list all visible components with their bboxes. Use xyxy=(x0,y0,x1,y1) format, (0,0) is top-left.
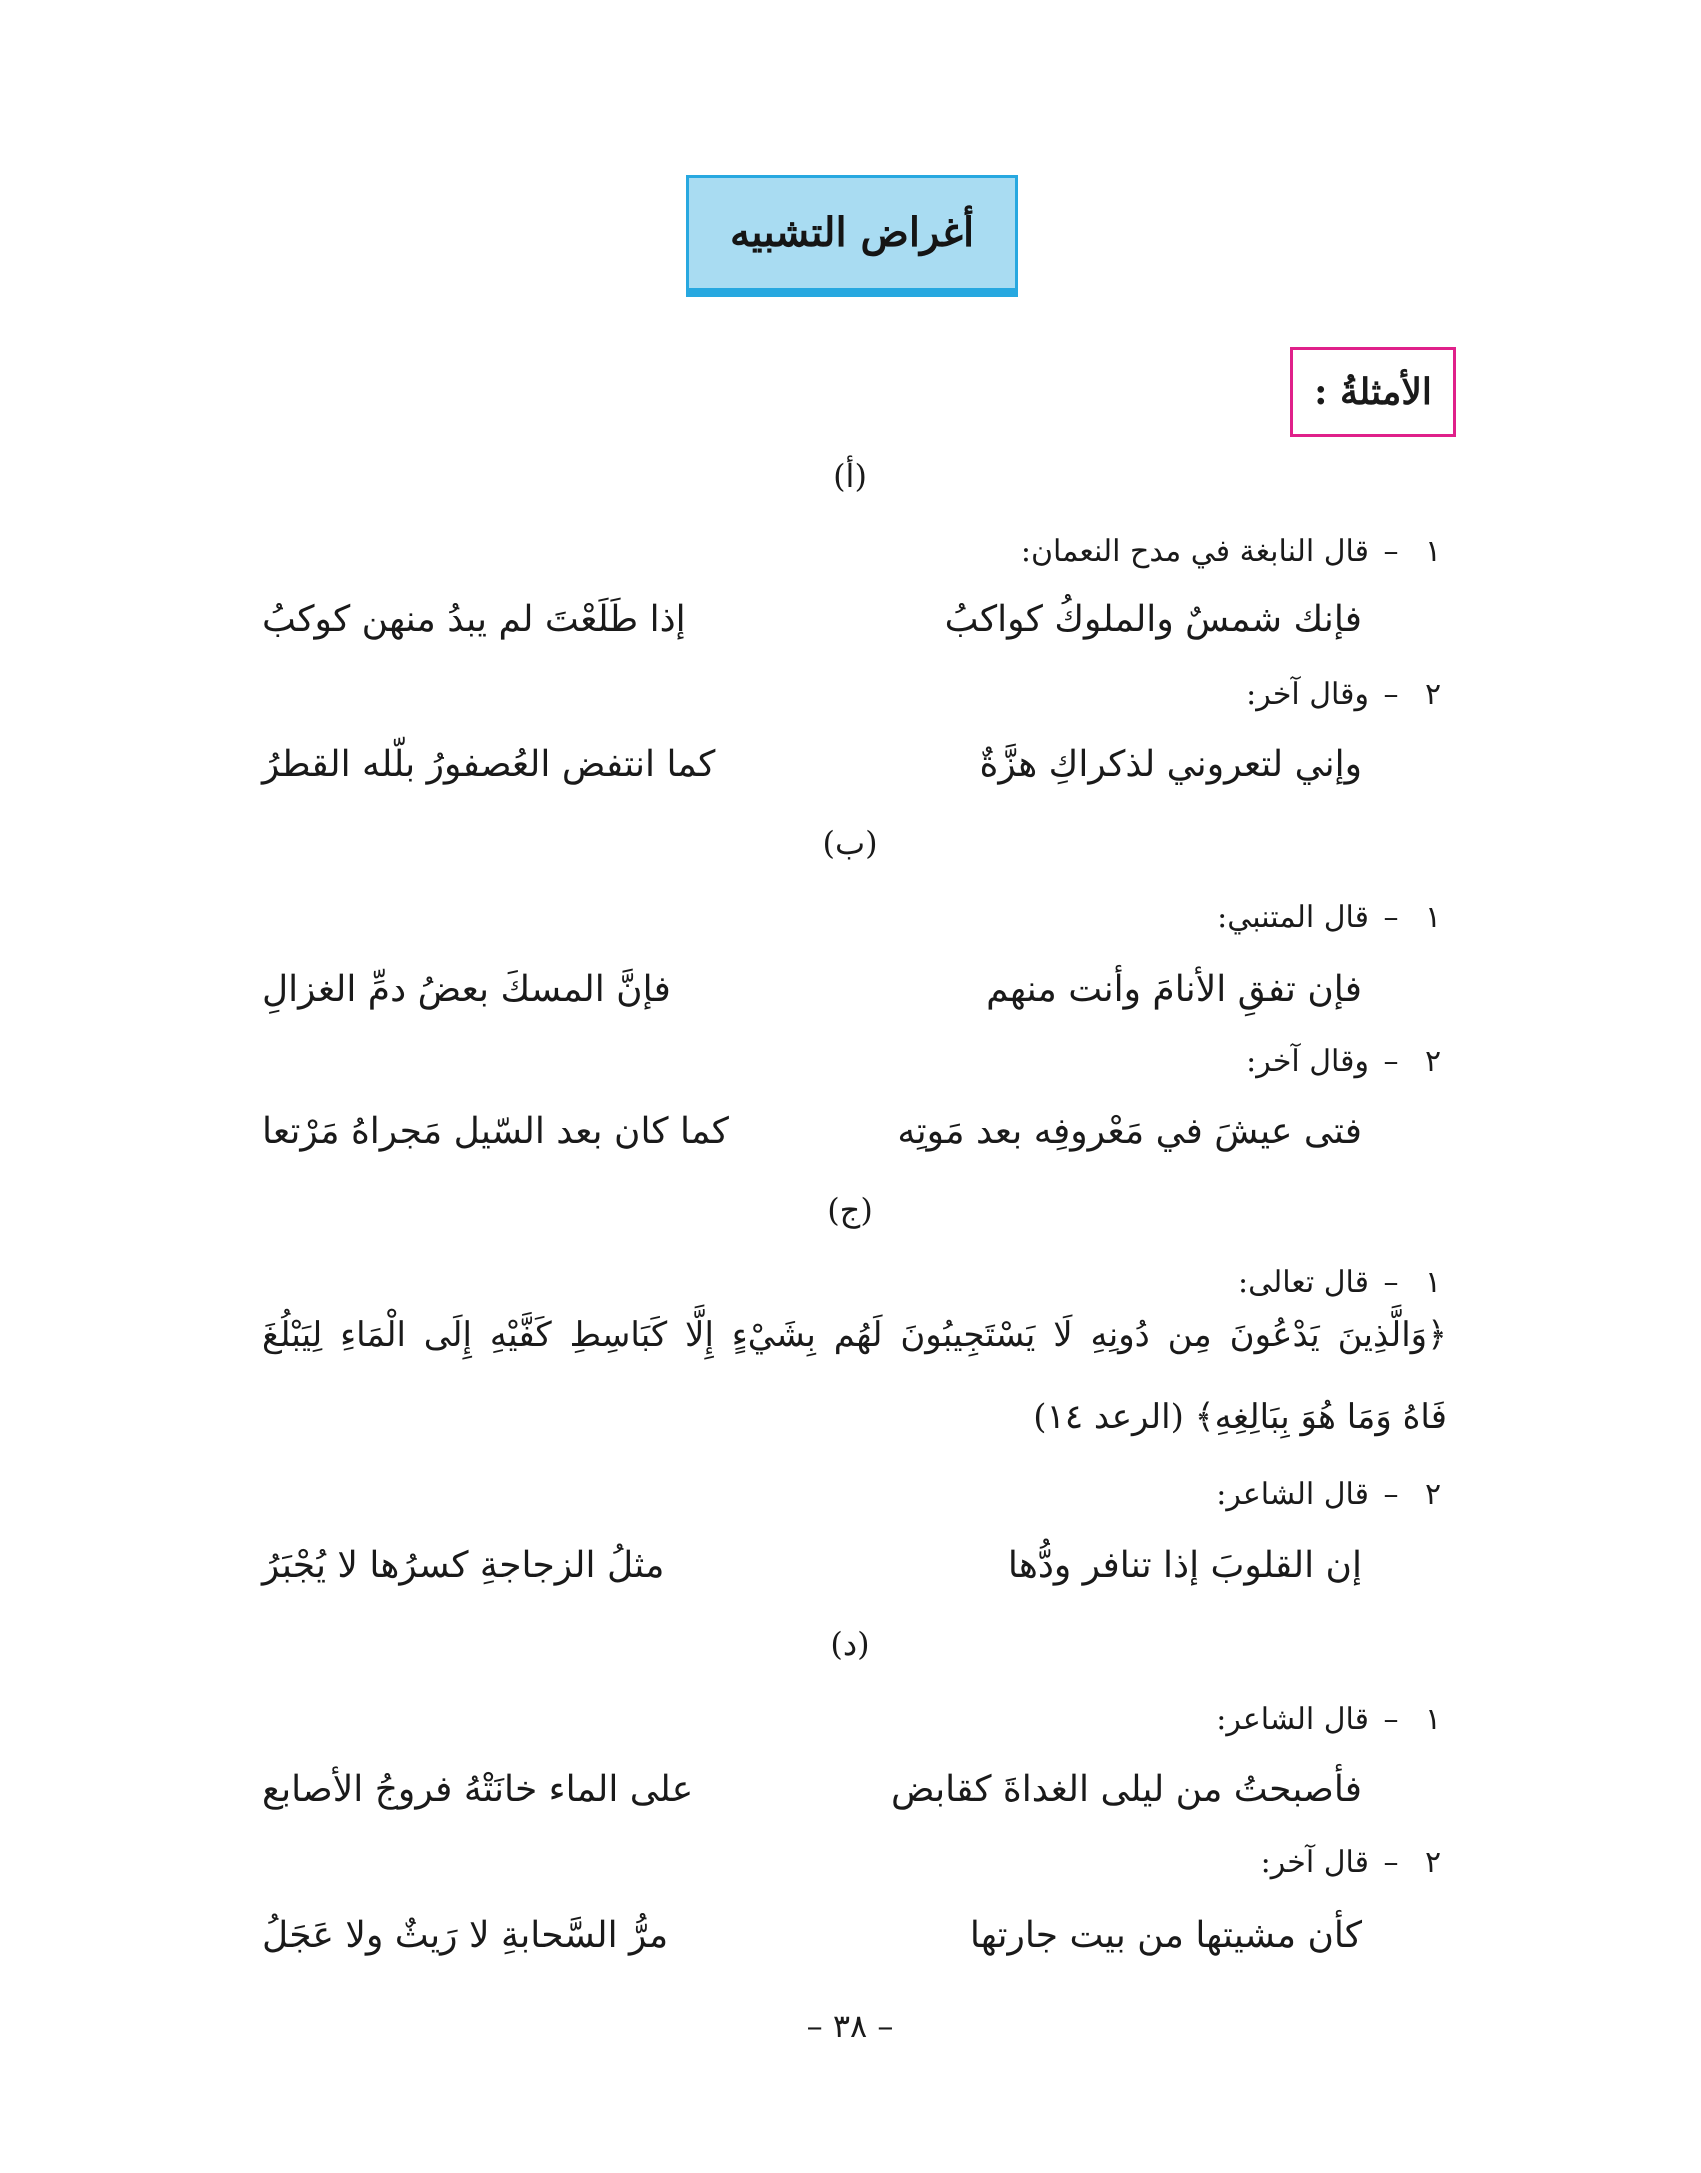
group-label-c: (ج) xyxy=(827,1191,873,1229)
example-dash: – xyxy=(1383,1845,1399,1880)
example-dash: – xyxy=(1383,1477,1399,1512)
example-intro xyxy=(1237,1265,1453,1300)
example-number: ١ xyxy=(1424,534,1442,569)
group-label-a: (أ) xyxy=(833,457,867,495)
example-number: ٢ xyxy=(1424,1845,1442,1880)
example-intro xyxy=(1246,677,1453,712)
verse-second-hemistich: مرُّ السَّحابةِ لا رَيثٌ ولا عَجَلُ xyxy=(262,1915,669,1956)
example-number: ٢ xyxy=(1424,1477,1442,1512)
verse-first-hemistich: فأصبحتُ من ليلى الغداةَ كقابض xyxy=(891,1769,1362,1810)
section-heading: الأمثلةُ : xyxy=(1314,371,1432,413)
verse-second-hemistich: مثلُ الزجاجةِ كسرُها لا يُجْبَرُ xyxy=(262,1545,665,1586)
example-number: ٢ xyxy=(1424,1044,1442,1079)
example-intro xyxy=(1216,1477,1453,1512)
example-intro-text: قال الشاعر: xyxy=(1216,1702,1369,1737)
poetry-verse xyxy=(262,1769,1362,1810)
example-intro xyxy=(1260,1845,1453,1880)
group-label-d: (د) xyxy=(830,1625,870,1663)
example-number: ١ xyxy=(1424,1702,1442,1737)
verse-first-hemistich: فإنك شمسٌ والملوكُ كواكبُ xyxy=(944,599,1362,640)
example-intro xyxy=(1217,900,1453,935)
example-intro-text: قال آخر: xyxy=(1260,1845,1369,1880)
page-number: – ٣٨ – xyxy=(806,2007,894,2045)
example-intro xyxy=(1246,1044,1453,1079)
quran-verse-line-2: فَاهُ وَمَا هُوَ بِبَالِغِهِ﴾ (الرعد ١٤) xyxy=(1033,1397,1447,1437)
poetry-verse xyxy=(262,1915,1362,1956)
verse-second-hemistich: فإنَّ المسكَ بعضُ دمِّ الغزالِ xyxy=(262,969,671,1010)
verse-first-hemistich: كأن مشيتها من بيت جارتها xyxy=(969,1915,1362,1956)
example-intro-text: وقال آخر: xyxy=(1246,677,1369,712)
example-dash: – xyxy=(1383,534,1399,569)
verse-first-hemistich: إن القلوبَ إذا تنافر ودُّها xyxy=(1007,1545,1362,1586)
example-intro-text: قال تعالى: xyxy=(1237,1265,1369,1300)
example-dash: – xyxy=(1383,900,1399,935)
poetry-verse xyxy=(262,1545,1362,1586)
verse-second-hemistich: كما كان بعد السّيل مَجراهُ مَرْتعا xyxy=(262,1111,729,1152)
verse-second-hemistich: كما انتفض العُصفورُ بلّله القطرُ xyxy=(262,744,716,785)
verse-second-hemistich: إذا طَلَعْتَ لم يبدُ منهن كوكبُ xyxy=(262,599,686,640)
verse-second-hemistich: على الماء خانَتْهُ فروجُ الأصابع xyxy=(262,1769,694,1810)
example-intro xyxy=(1216,1702,1453,1737)
example-intro-text: قال الشاعر: xyxy=(1216,1477,1369,1512)
poetry-verse xyxy=(262,1111,1362,1152)
section-heading-box xyxy=(1290,347,1456,437)
verse-first-hemistich: فإن تفقِ الأنامَ وأنت منهم xyxy=(986,969,1362,1010)
example-number: ٢ xyxy=(1424,677,1442,712)
verse-first-hemistich: وإني لتعروني لذكراكِ هزَّةٌ xyxy=(979,744,1362,785)
poetry-verse xyxy=(262,599,1362,640)
example-number: ١ xyxy=(1424,900,1442,935)
verse-first-hemistich: فتى عيشَ في مَعْروفِه بعد مَوتِه xyxy=(897,1111,1362,1152)
example-intro-text: قال المتنبي: xyxy=(1217,900,1369,935)
group-label-b: (ب) xyxy=(822,824,878,862)
example-dash: – xyxy=(1383,677,1399,712)
example-number: ١ xyxy=(1424,1265,1442,1300)
page-title-box xyxy=(686,175,1018,297)
example-dash: – xyxy=(1383,1702,1399,1737)
example-intro xyxy=(1020,534,1453,569)
example-dash: – xyxy=(1383,1044,1399,1079)
example-dash: – xyxy=(1383,1265,1399,1300)
quran-verse-line-1: ﴿وَالَّذِينَ يَدْعُونَ مِن دُونِهِ لَا يَسْتَجِيبُونَ لَهُم بِشَيْءٍ إِلَّا كَبَاسِطِ كَفَّيْهِ إِلَى الْمَاءِ لِيَبْلُغَ xyxy=(262,1315,1447,1355)
poetry-verse xyxy=(262,744,1362,785)
poetry-verse xyxy=(262,969,1362,1010)
example-intro-text: قال النابغة في مدح النعمان: xyxy=(1020,534,1369,569)
page-title: أغراض التشبيه xyxy=(729,209,975,256)
example-intro-text: وقال آخر: xyxy=(1246,1044,1369,1079)
